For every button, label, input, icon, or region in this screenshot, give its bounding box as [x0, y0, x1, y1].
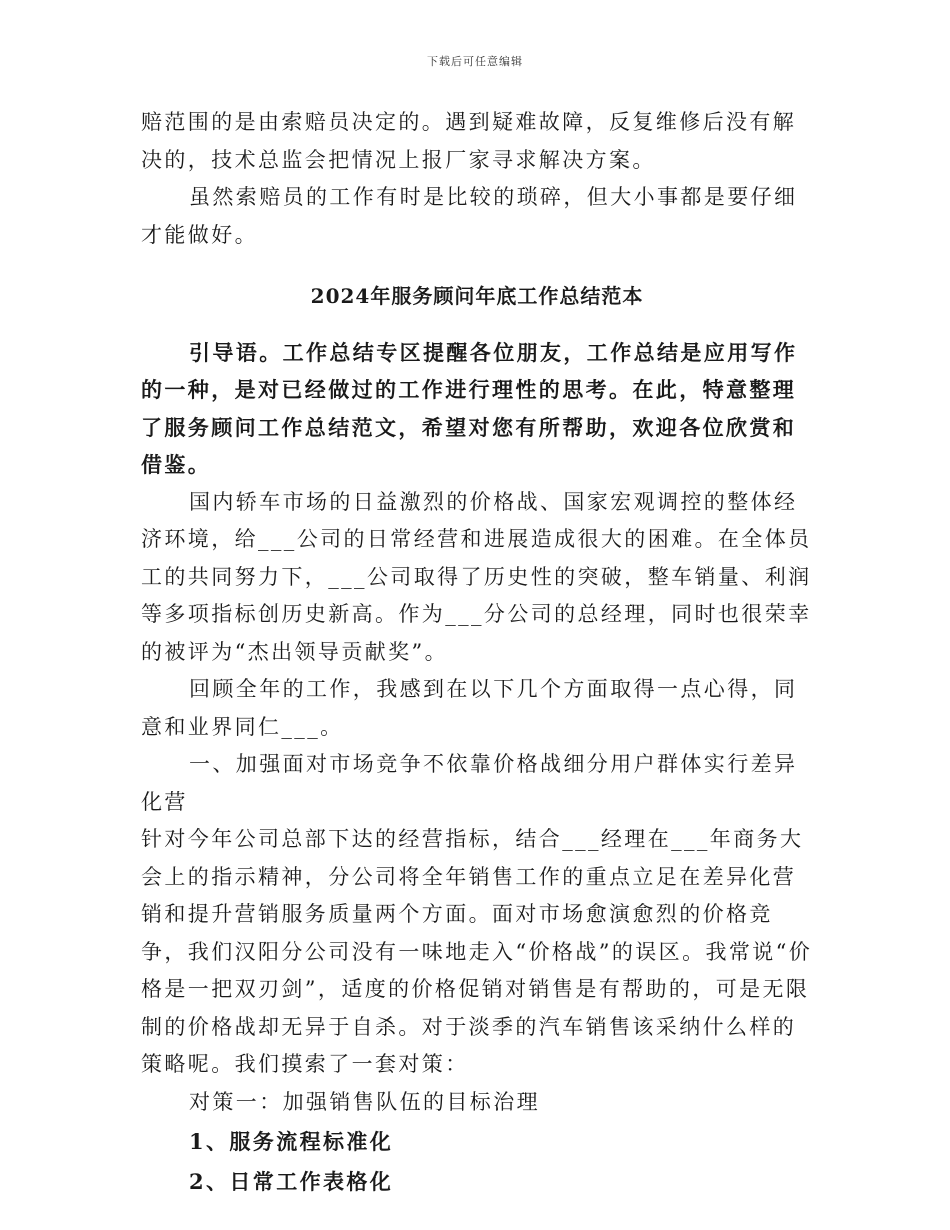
- list-item-2: 2、日常工作表格化: [189, 1168, 394, 1194]
- list-item-1: 1、服务流程标准化: [189, 1129, 394, 1154]
- paragraph-continuation: 赔范围的是由索赔员决定的。遇到疑难故障，反复维修后没有解决的，技术总监会把情况上报厂家寻求解决方案。: [141, 110, 797, 172]
- page-header-note: 下载后可任意编辑: [427, 55, 523, 68]
- paragraph-market-context: 国内轿车市场的日益激烈的价格战、国家宏观调控的整体经济环境，给___公司的日常经营和进展造成很大的困难。在全体员工的共同努力下，___公司取得了历史性的突破，整车销量、利润等多项指标创历史新高。作为___分公司的总经理，同时也很荣幸的被评为“杰出领导贡献奖”。: [141, 489, 812, 664]
- intro-paragraph: 引导语。工作总结专区提醒各位朋友，工作总结是应用写作的一种，是对已经做过的工作进行理性的思考。在此，特意整理了服务顾问工作总结范文，希望对您有所帮助，欢迎各位欣赏和借鉴。: [141, 339, 798, 477]
- paragraph-review: 回顾全年的工作，我感到在以下几个方面取得一点心得，同意和业界同仁___。: [141, 677, 798, 739]
- paragraph-strategy-detail: 针对今年公司总部下达的经营指标，结合___经理在___年商务大会上的指示精神，分公司将全年销售工作的重点立足在差异化营销和提升营销服务质量两个方面。面对市场愈演愈烈的价格竞争，我们汉阳分公司没有一味地走入“价格战”的误区。我常说“价格是一把双刃剑”，适度的价格促销对销售是有帮助的，可是无限制的价格战却无异于自杀。对于淡季的汽车销售该采纳什么样的策略呢。我们摸索了一套对策：: [141, 827, 813, 1076]
- document-title: 2024年服务顾问年底工作总结范本: [310, 284, 644, 308]
- section-heading-1: 一、加强面对市场竞争不依靠价格战细分用户群体实行差异化营: [141, 752, 798, 814]
- strategy-heading-1: 对策一：加强销售队伍的目标治理: [189, 1089, 540, 1114]
- paragraph-claims-work: 虽然索赔员的工作有时是比较的琐碎，但大小事都是要仔细才能做好。: [141, 185, 798, 247]
- document-body: [141, 104, 813, 1200]
